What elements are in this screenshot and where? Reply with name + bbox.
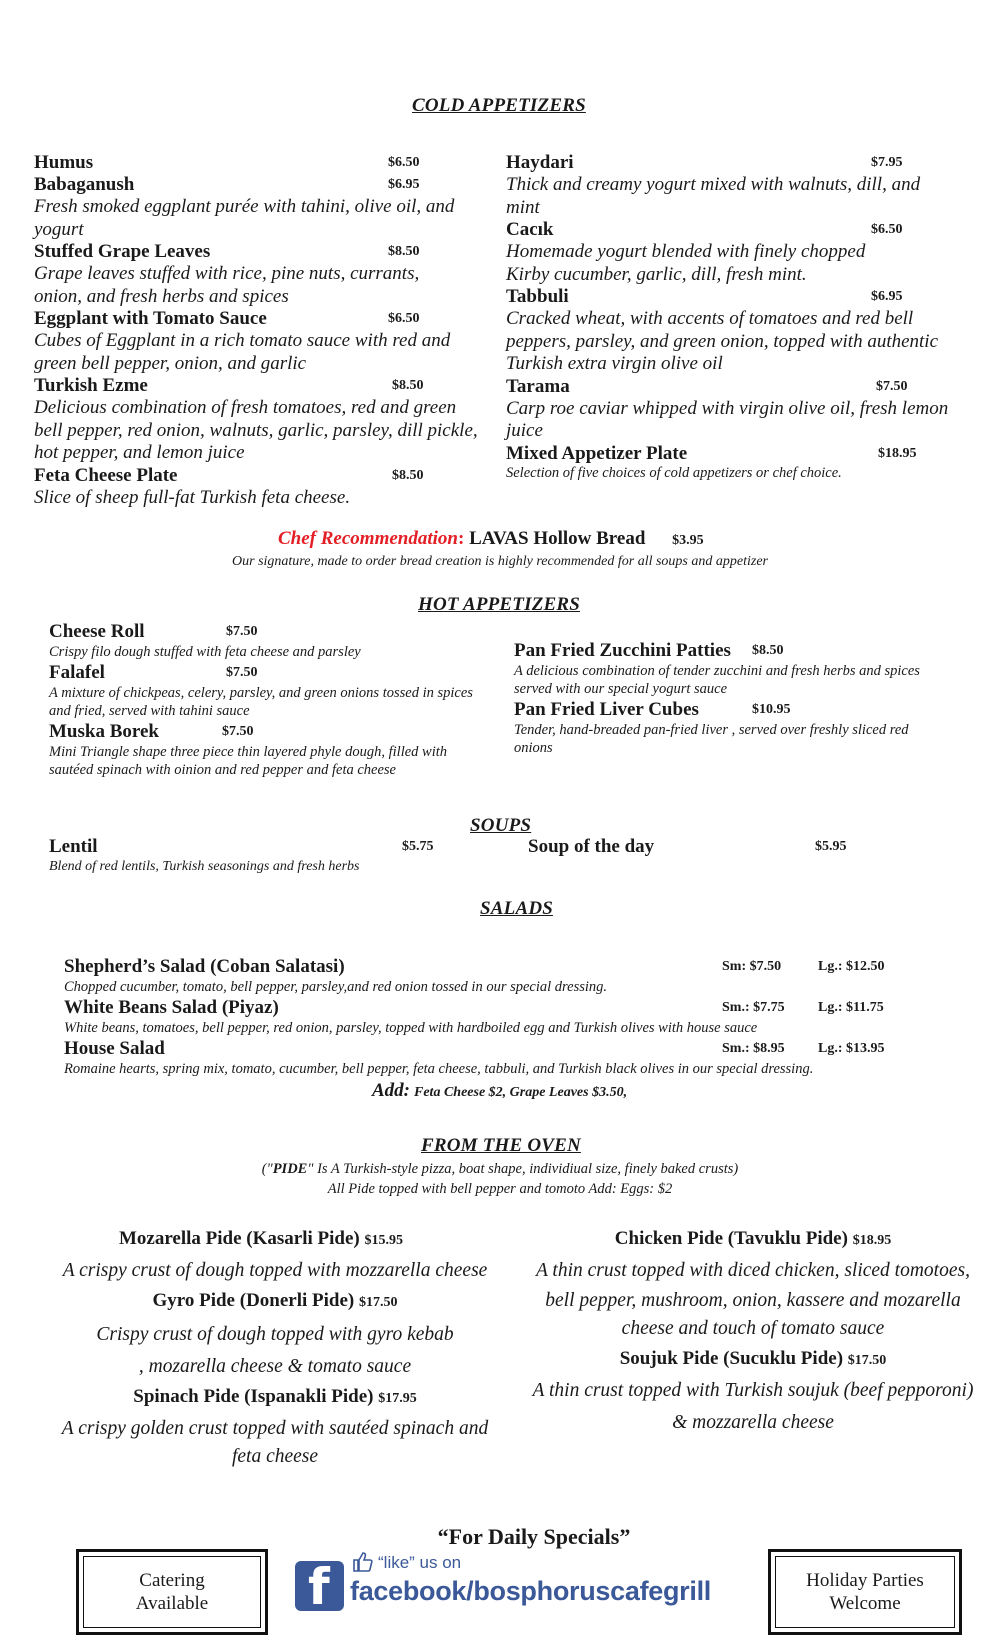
pide-item-name: Gyro Pide (Donerli Pide) $17.50 (152, 1290, 398, 1311)
item-description: Tender, hand-breaded pan-fried liver , served over freshly sliced red onions (514, 722, 909, 756)
pide-item-description: feta cheese (231, 1446, 319, 1467)
menu-item (34, 152, 484, 174)
add-label: Add: (372, 1080, 410, 1101)
menu-item (34, 241, 484, 308)
pide-item-description: cheese and touch of tomato sauce (621, 1318, 885, 1339)
like-us-text: “like” us on (378, 1553, 462, 1572)
item-description: Thick and creamy yogurt mixed with walnuts, dill, and mint (506, 174, 921, 218)
pide-item-name: Mozarella Pide (Kasarli Pide) $15.95 (118, 1228, 404, 1249)
item-price-small: Sm.: $7.75 (722, 1000, 785, 1015)
item-price: $18.95 (878, 445, 917, 461)
salads-title: SALADS (480, 898, 554, 919)
cold-appetizers-title: COLD APPETIZERS (412, 95, 586, 116)
item-name: Muska Borek (49, 721, 159, 742)
pide-item-price: $17.50 (847, 1353, 887, 1368)
item-name: Mixed Appetizer Plate (506, 442, 688, 464)
item-name: Soup of the day (528, 836, 655, 857)
from-the-oven-title: FROM THE OVEN (421, 1135, 581, 1156)
facebook-link[interactable]: facebook/bosphoruscafegrill (350, 1576, 711, 1606)
facebook-icon[interactable]: f (295, 1561, 344, 1611)
item-price: $8.50 (392, 378, 424, 393)
pide-left-column (40, 1224, 510, 1472)
chef-recommendation-description: Our signature, made to order bread creation is highly recommended for all soups and appetizer (232, 554, 768, 569)
add-text: Feta Cheese $2, Grape Leaves $3.50, (414, 1085, 628, 1100)
item-description: Carp roe caviar whipped with virgin olive oil, fresh lemon juice (506, 397, 949, 441)
item-price: $7.50 (226, 624, 258, 639)
item-description: Fresh smoked eggplant purée with tahini, olive oil, and yogurt (34, 196, 455, 240)
chef-item-price: $3.95 (672, 533, 704, 548)
menu-item (34, 465, 484, 510)
like-thumbs-up-icon (352, 1551, 374, 1573)
chef-recommendation-colon: : (457, 528, 465, 549)
item-description: Grape leaves stuffed with rice, pine nuts, currants, onion, and fresh herbs and spices (34, 263, 420, 307)
item-description: Slice of sheep full-fat Turkish feta cheese. (34, 486, 351, 508)
pide-note-bold: PIDE (272, 1161, 308, 1177)
pide-item-name: Chicken Pide (Tavuklu Pide) $18.95 (614, 1228, 892, 1249)
item-price: $8.50 (392, 467, 424, 483)
pide-item-description: A thin crust topped with Turkish soujuk (beef pepporoni) (532, 1380, 974, 1401)
item-price: $8.50 (388, 244, 420, 259)
pide-right-column (518, 1224, 988, 1438)
menu-item (514, 699, 954, 757)
item-description: Cubes of Eggplant in a rich tomato sauce with red and green bell pepper, onion, and garlic (34, 330, 451, 374)
item-price-large: Lg.: $12.50 (818, 959, 885, 974)
pide-item-description: A thin crust topped with diced chicken, sliced tomotoes, (536, 1260, 970, 1281)
pide-item-description: Crispy crust of dough topped with gyro kebab (96, 1324, 454, 1345)
item-description: A delicious combination of tender zucchini and fresh herbs and spices served with our special yogurt sauce (514, 663, 920, 697)
menu-item (49, 721, 489, 779)
item-price: $6.50 (388, 311, 420, 326)
pide-item-description: A crispy crust of dough topped with mozzarella cheese (62, 1260, 488, 1281)
item-description: Crispy filo dough stuffed with feta cheese and parsley (49, 644, 361, 660)
pide-item-description: & mozzarella cheese (672, 1412, 834, 1433)
item-description: Delicious combination of fresh tomatoes, red and green bell pepper, red onion, walnuts, garlic, parsley, dill pickle, hot pepper, and lemon juice (34, 397, 478, 463)
item-name: Tabbuli (506, 286, 569, 307)
item-price: $6.50 (871, 222, 903, 237)
pide-item-description: A crispy golden crust topped with sautéed spinach and (61, 1418, 489, 1439)
cold-appetizers-right-column (506, 152, 966, 481)
item-name: Turkish Ezme (34, 375, 148, 396)
item-description: Chopped cucumber, tomato, bell pepper, parsley,and red onion tossed in our special dressing. (64, 979, 608, 995)
salad-add-ons (372, 1080, 627, 1102)
item-price: $10.95 (752, 702, 791, 717)
item-name: Haydari (506, 152, 574, 173)
item-name: Stuffed Grape Leaves (34, 241, 211, 262)
item-name: Cheese Roll (49, 621, 145, 642)
menu-item (506, 443, 966, 481)
menu-item (49, 662, 489, 720)
item-name: Pan Fried Liver Cubes (514, 699, 699, 720)
item-price-small: Sm.: $8.95 (722, 1041, 785, 1056)
holiday-parties-box (768, 1549, 962, 1635)
item-name: Lentil (49, 836, 98, 857)
item-name: Babaganush (34, 174, 135, 195)
menu-item (506, 152, 966, 219)
item-price-large: Lg.: $13.95 (818, 1041, 885, 1056)
item-name: Pan Fried Zucchini Patties (514, 640, 731, 661)
item-description: Homemade yogurt blended with finely chopped Kirby cucumber, garlic, dill, fresh mint. (506, 241, 866, 285)
menu-item (506, 286, 966, 376)
pide-item-price: $15.95 (364, 1233, 404, 1248)
holiday-line-1: Holiday Parties (806, 1570, 924, 1591)
daily-specials-heading: “For Daily Specials” (437, 1524, 631, 1549)
item-name: Humus (34, 152, 94, 173)
menu-item (506, 219, 966, 286)
item-name: Feta Cheese Plate (34, 464, 178, 486)
item-price: $5.75 (402, 839, 434, 854)
item-name: Tarama (506, 375, 570, 397)
item-price: $7.50 (222, 724, 254, 739)
item-name: Eggplant with Tomato Sauce (34, 308, 267, 329)
item-name: Shepherd’s Salad (Coban Salatasi) (64, 956, 345, 977)
item-price: $7.95 (871, 155, 903, 170)
catering-line-1: Catering (139, 1570, 205, 1591)
item-description: White beans, tomatoes, bell pepper, red onion, parsley, topped with hardboiled egg and Turkish olives with house sauce (64, 1020, 758, 1036)
holiday-line-2: Welcome (829, 1593, 901, 1614)
pide-note-2: All Pide topped with bell pepper and tomoto Add: Eggs: $2 (327, 1181, 673, 1197)
menu-item (506, 376, 966, 443)
chef-recommendation-label: Chef Recommendation (278, 528, 458, 549)
item-price: $6.50 (388, 155, 420, 170)
item-description: Mini Triangle shape three piece thin layered phyle dough, filled with sautéed spinach with oinion and red pepper and feta cheese (49, 744, 448, 778)
pide-item-description: , mozarella cheese & tomato sauce (138, 1356, 412, 1377)
item-description: Romaine hearts, spring mix, tomato, cucumber, bell pepper, feta cheese, tabbuli, and Turkish black olives in our special dressing. (64, 1061, 814, 1077)
menu-item (34, 308, 484, 375)
item-price-small: Sm: $7.50 (722, 959, 782, 974)
menu-item (514, 640, 954, 698)
catering-box (76, 1549, 268, 1635)
pide-item-price: $18.95 (852, 1233, 892, 1248)
item-name: House Salad (64, 1038, 165, 1059)
soup-item-lentil (49, 836, 449, 876)
item-price-large: Lg.: $11.75 (818, 1000, 884, 1015)
item-description: Blend of red lentils, Turkish seasonings and fresh herbs (49, 859, 360, 874)
pide-item-description: bell pepper, mushroom, onion, kassere and mozarella (545, 1290, 961, 1311)
pide-item-name: Soujuk Pide (Sucuklu Pide) $17.50 (619, 1348, 887, 1369)
chef-item-name: LAVAS Hollow Bread (469, 528, 646, 549)
pide-item-price: $17.95 (378, 1391, 417, 1406)
item-name: Cacık (506, 219, 554, 240)
catering-line-2: Available (135, 1593, 209, 1614)
hot-appetizers-left-column (49, 621, 489, 779)
item-name: Falafel (49, 662, 105, 683)
item-price: $5.95 (815, 839, 847, 854)
item-price: $6.95 (871, 289, 903, 304)
item-price: $7.50 (226, 665, 258, 680)
hot-appetizers-right-column (514, 640, 954, 757)
soups-title: SOUPS (470, 815, 532, 836)
chef-recommendation (278, 528, 704, 550)
menu-item (49, 621, 489, 661)
pide-item-name: Spinach Pide (Ispanakli Pide) $17.95 (133, 1386, 417, 1407)
item-price: $8.50 (752, 643, 784, 658)
pide-note: ("PIDE" Is A Turkish-style pizza, boat shape, individiual size, finely baked crusts) (261, 1161, 739, 1177)
menu-item (34, 174, 484, 241)
soup-item-of-the-day (528, 836, 868, 858)
item-price: $6.95 (388, 177, 420, 192)
pide-item-price: $17.50 (359, 1295, 398, 1310)
hot-appetizers-title: HOT APPETIZERS (418, 594, 581, 615)
item-description: Selection of five choices of cold appetizers or chef choice. (506, 464, 842, 481)
item-price: $7.50 (876, 378, 908, 394)
menu-item (34, 375, 484, 465)
cold-appetizers-left-column (34, 152, 484, 509)
item-name: White Beans Salad (Piyaz) (64, 997, 279, 1018)
item-description: A mixture of chickpeas, celery, parsley, and green onions tossed in spices and fried, served with tahini sauce (49, 685, 473, 719)
item-description: Cracked wheat, with accents of tomatoes and red bell peppers, parsley, and green onion, topped with authentic Turkish extra virgin olive oil (506, 308, 939, 374)
